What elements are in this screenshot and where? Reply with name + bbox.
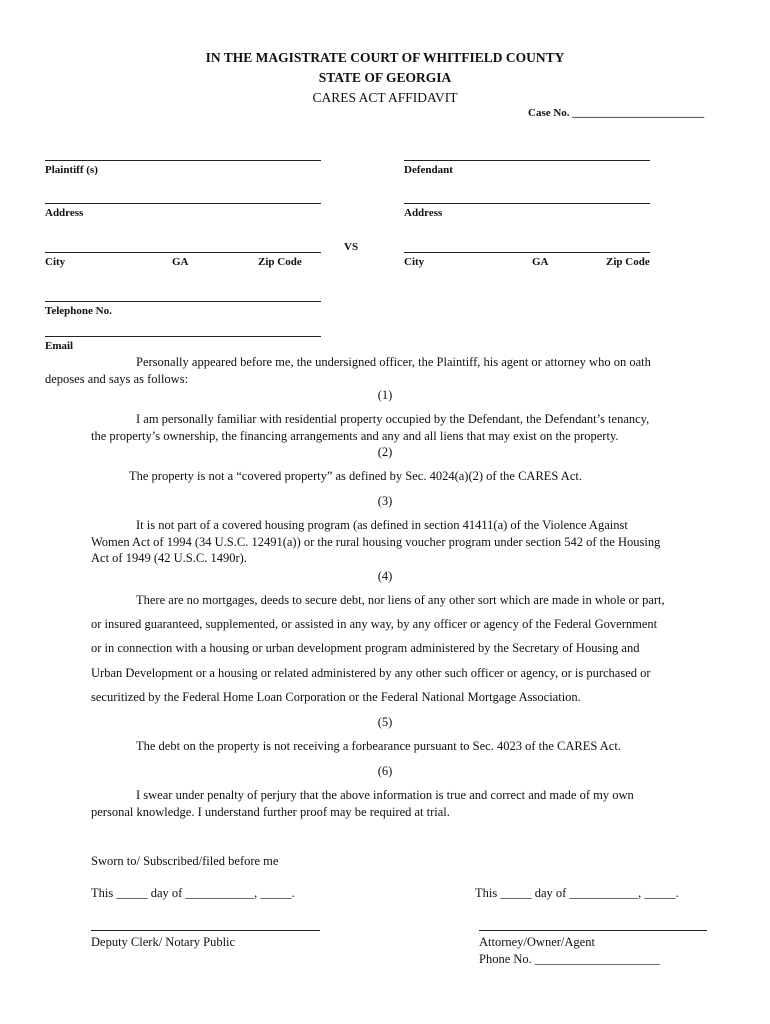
phone-field[interactable]: Phone No. ____________________	[479, 952, 660, 966]
clerk-label: Deputy Clerk/ Notary Public	[91, 935, 236, 949]
section-number-2: (2)	[377, 445, 393, 459]
defendant-address-label: Address	[404, 207, 443, 219]
section-4-line-5: securitized by the Federal Home Loan Corporation or the Federal National Mortgage Association.	[91, 690, 581, 704]
section-6-line-1: I swear under penalty of perjury that the above information is true and correct and made of my own	[136, 788, 634, 802]
section-5-line-1: The debt on the property is not receiving a forbearance pursuant to Sec. 4023 of the CARES Act.	[136, 739, 621, 753]
defendant-label: Defendant	[404, 164, 453, 176]
section-number-4: (4)	[377, 569, 393, 583]
plaintiff-label: Plaintiff (s)	[45, 164, 98, 176]
plaintiff-email-line[interactable]	[45, 336, 321, 337]
defendant-address-line[interactable]	[404, 203, 650, 204]
plaintiff-address-label: Address	[45, 207, 84, 219]
section-4-line-1: There are no mortgages, deeds to secure debt, nor liens of any other sort which are made in whole or part,	[136, 593, 665, 607]
state-title: STATE OF GEORGIA	[318, 70, 452, 85]
section-3-line-2: Women Act of 1994 (34 U.S.C. 12491(a)) or the rural housing voucher program under section 542 of the Housing	[91, 535, 661, 549]
section-4-line-3: or in connection with a housing or urban development program administered by the Secretary of Housing and	[91, 641, 640, 655]
date-left-field[interactable]: This _____ day of ___________, _____.	[91, 886, 295, 900]
section-4-line-2: or insured guaranteed, supplemented, or assisted in any way, by any officer or agency of the Federal Government	[91, 617, 658, 631]
document-title: CARES ACT AFFIDAVIT	[312, 90, 458, 105]
plaintiff-city-line[interactable]	[45, 252, 321, 253]
section-4-line-4: Urban Development or a housing or related administered by any other such officer or agency, or is purchased or	[91, 666, 651, 680]
section-3-line-1: It is not part of a covered housing program (as defined in section 41411(a) of the Violence Against	[136, 518, 628, 532]
agent-label: Attorney/Owner/Agent	[479, 935, 595, 949]
court-title: IN THE MAGISTRATE COURT OF WHITFIELD COUNTY	[205, 50, 565, 65]
intro-line-1: Personally appeared before me, the undersigned officer, the Plaintiff, his agent or attorney who on oath	[136, 355, 651, 369]
date-right-field[interactable]: This _____ day of ___________, _____.	[475, 886, 679, 900]
clerk-signature-line[interactable]	[91, 930, 320, 931]
agent-signature-line[interactable]	[479, 930, 707, 931]
plaintiff-name-line[interactable]	[45, 160, 321, 161]
section-number-3: (3)	[377, 494, 393, 508]
section-1-line-2: the property’s ownership, the financing arrangements and any and all liens that may exist on the property.	[91, 429, 619, 443]
case-number-field[interactable]: Case No. ________________________	[528, 107, 705, 119]
plaintiff-address-line[interactable]	[45, 203, 321, 204]
intro-line-2: deposes and says as follows:	[45, 372, 189, 386]
plaintiff-city-label: City	[45, 256, 66, 268]
defendant-state-label: GA	[532, 256, 549, 268]
sworn-statement: Sworn to/ Subscribed/filed before me	[91, 854, 279, 868]
defendant-city-line[interactable]	[404, 252, 650, 253]
section-3-line-3: Act of 1949 (42 U.S.C. 1490r).	[91, 551, 247, 565]
versus-label: VS	[344, 241, 359, 253]
plaintiff-telephone-label: Telephone No.	[45, 305, 112, 317]
defendant-zip-label: Zip Code	[606, 256, 650, 268]
plaintiff-state-label: GA	[172, 256, 189, 268]
section-1-line-1: I am personally familiar with residential property occupied by the Defendant, the Defendant’s tenancy,	[136, 412, 650, 426]
section-number-6: (6)	[377, 764, 393, 778]
defendant-name-line[interactable]	[404, 160, 650, 161]
section-6-line-2: personal knowledge. I understand further proof may be required at trial.	[91, 805, 450, 819]
section-2-line-1: The property is not a “covered property” as defined by Sec. 4024(a)(2) of the CARES Act.	[129, 469, 582, 483]
section-number-1: (1)	[377, 388, 393, 402]
plaintiff-telephone-line[interactable]	[45, 301, 321, 302]
section-number-5: (5)	[377, 715, 393, 729]
plaintiff-zip-label: Zip Code	[258, 256, 302, 268]
defendant-city-label: City	[404, 256, 425, 268]
plaintiff-email-label: Email	[45, 340, 74, 352]
